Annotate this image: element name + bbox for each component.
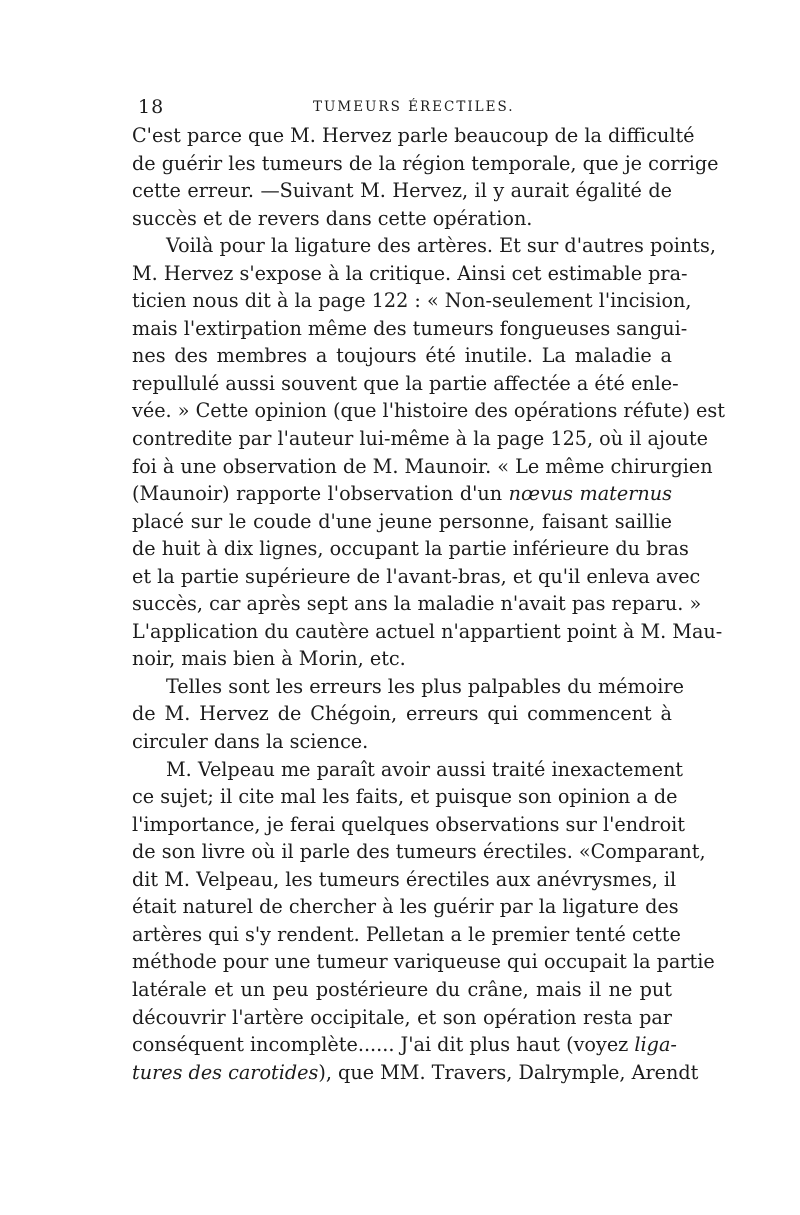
text-line: Telles sont les erreurs les plus palpables du mémoire [166,674,684,698]
text-line: découvrir l'artère occipitale, et son opération resta par [132,1005,672,1029]
text-line: tures des carotides), que MM. Travers, Dalrymple, Arendt [132,1060,699,1084]
text-line: succès et de revers dans cette opération. [132,206,533,230]
italic-phrase: liga- [634,1033,677,1057]
text-line: l'importance, je ferai quelques observations sur l'endroit [132,812,685,836]
body-text [132,122,725,1086]
text-line: cette erreur. —Suivant M. Hervez, il y aurait égalité de [132,179,672,203]
text-line: latérale et un peu postérieure du crâne, mais il ne put [132,977,672,1001]
text-line: artères qui s'y rendent. Pelletan a le premier tenté cette [132,922,681,946]
text-line: de guérir les tumeurs de la région temporale, que je corrige [132,151,719,175]
text-line: (Maunoir) rapporte l'observation d'un nœvus maternus [132,482,672,506]
text-line: M. Hervez s'expose à la critique. Ainsi cet estimable pra- [132,261,688,285]
text-line: dit M. Velpeau, les tumeurs érectiles aux anévrysmes, il [132,867,677,891]
text-line: M. Velpeau me paraît avoir aussi traité inexactement [166,757,684,781]
text-line: ce sujet; il cite mal les faits, et puisque son opinion a de [132,785,678,809]
text-line: ticien nous dit à la page 122 : « Non-seulement l'incision, [132,289,692,313]
italic-phrase: tures des carotides [132,1060,319,1084]
italic-phrase: nœvus maternus [508,482,672,506]
text-line: noir, mais bien à Morin, etc. [132,647,406,671]
text-line: méthode pour une tumeur variqueuse qui occupait la partie [132,950,715,974]
text-line: de M. Hervez de Chégoin, erreurs qui commencent à [132,702,672,726]
text-line: mais l'extirpation même des tumeurs fongueuses sangui- [132,316,688,340]
text-line: circuler dans la science. [132,730,369,754]
text-line: repullulé aussi souvent que la partie affectée a été enle- [132,371,679,395]
text-line: était naturel de chercher à les guérir par la ligature des [132,895,679,919]
text-line: vée. » Cette opinion (que l'histoire des opérations réfute) est [132,399,725,423]
page-header [138,96,672,120]
text-line: de huit à dix lignes, occupant la partie inférieure du bras [132,537,689,561]
text-line: conséquent incomplète...... J'ai dit plus haut (voyez liga- [132,1033,677,1057]
text-line: C'est parce que M. Hervez parle beaucoup de la difficulté [132,124,695,147]
text-line: succès, car après sept ans la maladie n'avait pas reparu. » [132,592,702,616]
text-line: placé sur le coude d'une jeune personne, faisant saillie [132,509,672,533]
text-line: contredite par l'auteur lui-même à la page 125, où il ajoute [132,427,708,451]
page-number: 18 [138,96,165,118]
running-title: TUMEURS ÉRECTILES. [313,99,515,115]
text-line: foi à une observation de M. Maunoir. « Le même chirurgien [132,454,713,478]
text-line: et la partie supérieure de l'avant-bras, et qu'il enleva avec [132,564,701,588]
text-line: L'application du cautère actuel n'appartient point à M. Mau- [132,619,723,643]
text-line: nes des membres a toujours été inutile. La maladie a [132,344,672,368]
text-line: de son livre où il parle des tumeurs érectiles. «Comparant, [132,840,706,864]
text-line: Voilà pour la ligature des artères. Et sur d'autres points, [166,234,716,258]
